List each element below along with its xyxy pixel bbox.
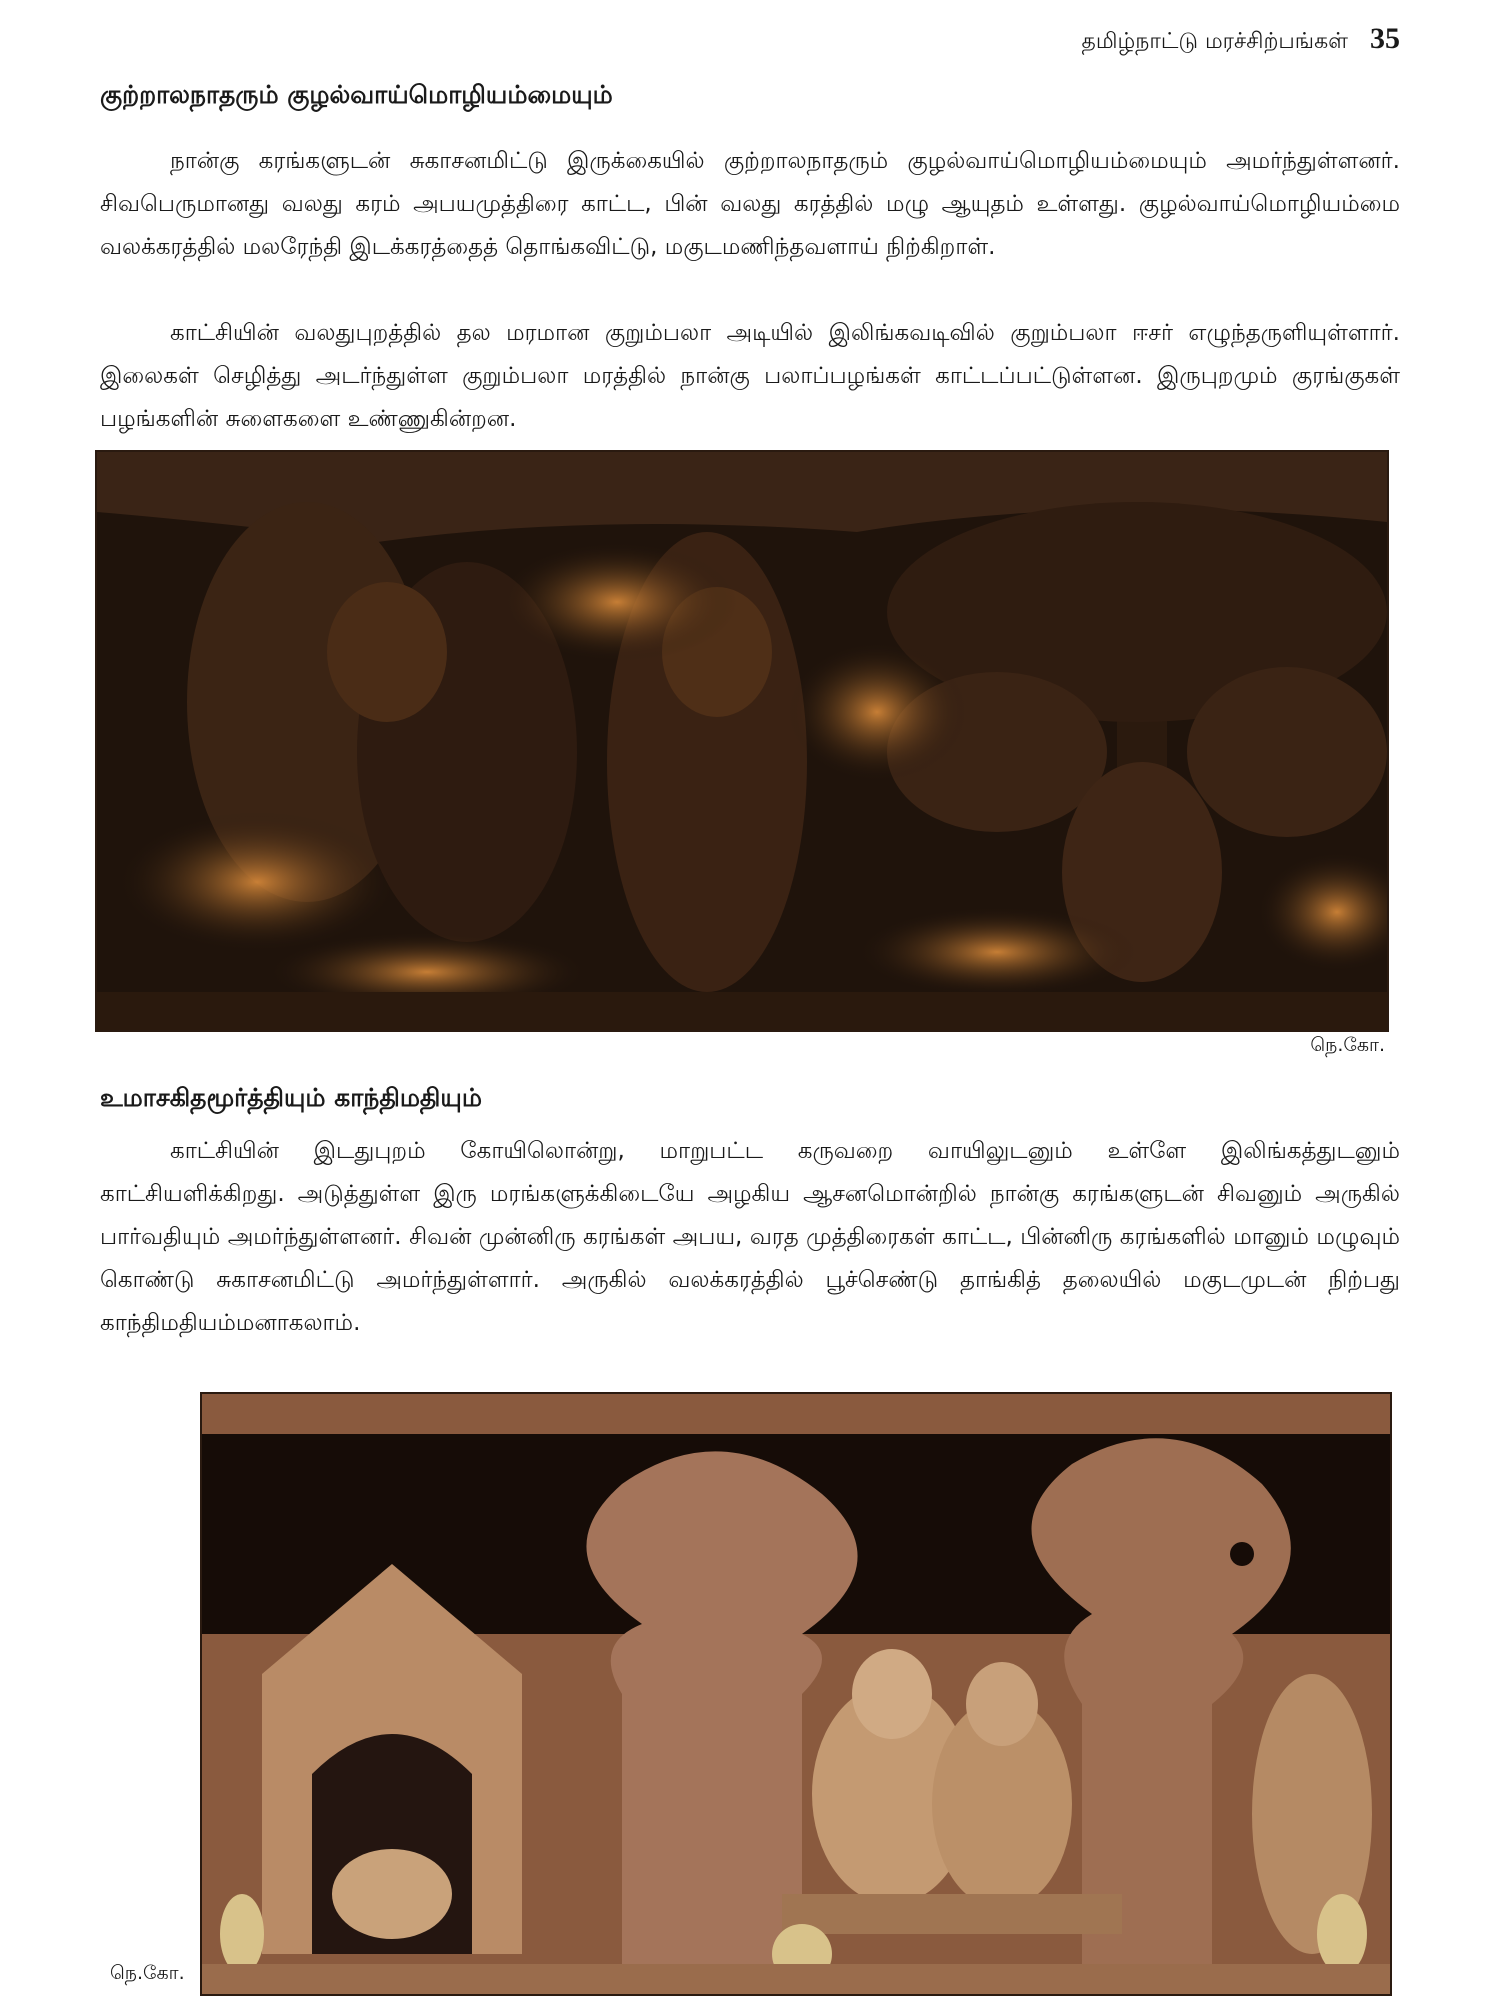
running-title: தமிழ்நாட்டு மரச்சிற்பங்கள் [1081,29,1348,54]
photo-credit-2: நெ.கோ. [110,1962,185,1984]
running-header [1082,22,1400,57]
section-heading-kutralanathar: குற்றாலநாதரும் குழல்வாய்மொழியம்மையும் [100,80,613,109]
figure-umasahitamurthy-carving [200,1392,1392,1996]
figure-kutralanathar-carving [95,450,1389,1032]
section-heading-umasahitamurthy: உமாசகிதமூர்த்தியும் காந்திமதியும் [100,1083,482,1112]
paragraph-kutralanathar-1: நான்கு கரங்களுடன் சுகாசனமிட்டு இருக்கையில் குற்றாலநாதரும் குழல்வாய்மொழியம்மையும் அமர்ந்துள்ளனர். சிவபெருமானது வலது கரம் அபயமுத்திரை காட்ட, பின் வலது கரத்தில் மழு ஆயுதம் உள்ளது. குழல்வாய்மொழியம்மை வலக்கரத்தில் மலரேந்தி இடக்கரத்தைத் தொங்கவிட்டு, மகுடமணிந்தவளாய் நிற்கிறாள். [100,148,1400,260]
wood-carving-photo-2 [202,1394,1390,1994]
photo-credit-1: நெ.கோ. [1310,1034,1385,1056]
page-number: 35 [1370,22,1400,55]
paragraph-umasahitamurthy-1: காட்சியின் இடதுபுறம் கோயிலொன்று, மாறுபட்ட கருவறை வாயிலுடனும் உள்ளே இலிங்கத்துடனும் காட்சியளிக்கிறது. அடுத்துள்ள இரு மரங்களுக்கிடையே அழகிய ஆசனமொன்றில் நான்கு கரங்களுடன் சிவனும் அருகில் பார்வதியும் அமர்ந்துள்ளனர். சிவன் முன்னிரு கரங்கள் அபய, வரத முத்திரைகள் காட்ட, பின்னிரு கரங்களில் மானும் மழுவும் கொண்டு சுகாசனமிட்டு அமர்ந்துள்ளார். அருகில் வலக்கரத்தில் பூச்செண்டு தாங்கித் தலையில் மகுடமுடன் நிற்பது காந்திமதியம்மனாகலாம். [100,1138,1400,1336]
paragraph-kutralanathar-2: காட்சியின் வலதுபுறத்தில் தல மரமான குறும்பலா அடியில் இலிங்கவடிவில் குறும்பலா ஈசர் எழுந்தருளியுள்ளார். இலைகள் செழித்து அடர்ந்துள்ள குறும்பலா மரத்தில் நான்கு பலாப்பழங்கள் காட்டப்பட்டுள்ளன. இருபுறமும் குரங்குகள் பழங்களின் சுளைகளை உண்ணுகின்றன. [100,320,1400,432]
wood-carving-photo-1 [97,452,1387,1030]
